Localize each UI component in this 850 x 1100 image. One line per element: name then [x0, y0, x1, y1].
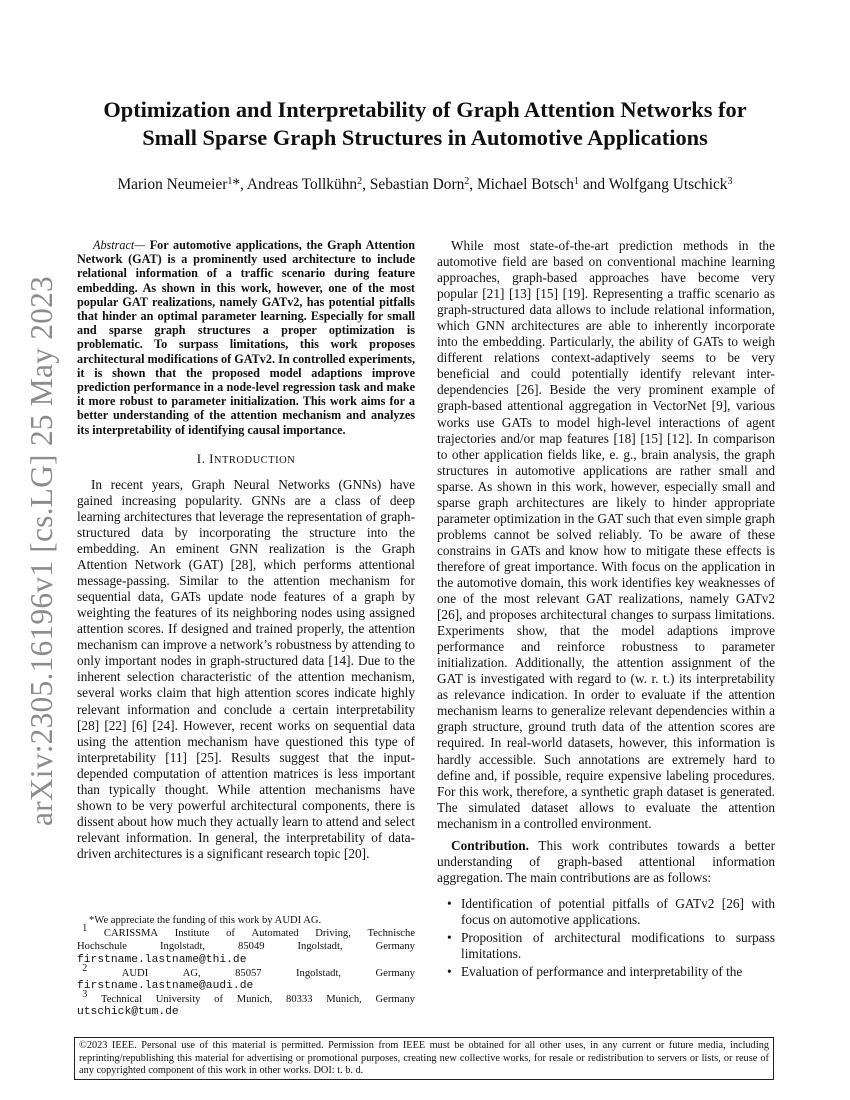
author-affiliation: 1 [574, 176, 579, 187]
footnote-word: 85057 [235, 967, 262, 979]
list-item [437, 930, 775, 962]
footnote-3-email: utschick@tum.de [77, 1006, 179, 1019]
abstract-dash: — [134, 238, 150, 252]
footnote-2 [77, 962, 415, 980]
paper-title-line-2: Small Sparse Graph Structures in Automotive Applications [142, 125, 708, 150]
author-affiliation: 1 [227, 176, 233, 187]
paper-title-line-1: Optimization and Interpretability of Graph Attention Networks for [103, 97, 747, 122]
right-column [437, 238, 775, 982]
author-separator: *, [232, 176, 247, 193]
author-separator: , [469, 176, 477, 193]
footnotes [77, 914, 415, 1020]
author-list [80, 175, 770, 195]
author-name: Andreas Tollkühn [246, 176, 358, 193]
author-name: Wolfgang Utschick [608, 176, 728, 193]
author-affiliation: 3 [727, 176, 733, 187]
author-separator: and [579, 176, 609, 193]
footnote-word: 85049 [238, 941, 265, 953]
abstract-text: For automotive applications, the Graph Attention Network (GAT) is a prominently used architecture to include relational information of a traffic scenario during feature embedding. As shown in this work, however, one of the most popular GAT realizations, namely GATv2, has potential pitfalls that hinder an optimal parameter learning. Especially for small and sparse graph structures a proper optimization is problematic. To surpass limitations, this work proposes architectural modifications of GATv2. In controlled experiments, it is shown that the proposed model adaptions improve prediction performance in a node-level regression task and make it more robust to parameter initialization. This work aims for a better understanding of the attention mechanism and analyzes its interpretability of identifying causal importance. [77, 238, 416, 437]
footnote-word: Munich, [326, 994, 362, 1006]
abstract-label: Abstract [93, 238, 135, 252]
footnote-word: Germany [375, 967, 415, 979]
author-separator: , [362, 176, 370, 193]
footnote-word: CARISSMA [103, 928, 159, 940]
footnote-word: Germany [375, 941, 415, 953]
footnote-marker: 1 [82, 923, 88, 935]
section-title-initial: I [209, 450, 214, 466]
footnote-word: Ingolstadt, [297, 941, 343, 953]
contribution-paragraph [437, 838, 775, 886]
list-item [437, 964, 775, 980]
footnote-word: University [155, 994, 201, 1006]
footnote-word: Automated [251, 928, 299, 940]
footnote-word: Munich, [236, 994, 273, 1006]
contribution-list [437, 896, 775, 980]
abstract [77, 238, 415, 437]
author-affiliation: 2 [357, 176, 363, 187]
bullet-icon: • [447, 929, 452, 945]
author-name: Sebastian Dorn [369, 176, 465, 193]
footnote-1-line-2 [77, 940, 415, 953]
footnote-word: Ingolstadt, [160, 941, 206, 953]
bullet-icon: • [447, 964, 452, 980]
arxiv-identifier [14, 275, 70, 827]
bullet-icon: • [447, 895, 452, 911]
footnote-marker: 3 [82, 989, 88, 1001]
footnote-word: of [214, 994, 223, 1006]
list-item [437, 896, 775, 928]
footnote-word: AUDI [121, 967, 149, 979]
introduction-paragraph-continued: While most state-of-the-art prediction methods in the automotive field are based on conventional machine learning approaches, graph-based approaches have become very popular [21] [13] [15] [19]. Representing a traffic scenario as graph-structured data allows to include relational information, which GNN architectures are able to inherently incorporate into the embedding. Particularly, the ability of GATs to weigh different relations context-adaptively seems to be very beneficial and could potentially identify relevant inter-dependencies [26]. Beside the very prominent example of graph-based attentional aggregation in VectorNet [9], various works use GATs to model high-level interactions of agent trajectories and/or map features [18] [15] [12]. In comparison to other application fields like, e. g., brain analysis, the graph structures in automotive applications are rather small and sparse. As shown in this work, however, especially small and sparse graph architectures are likely to hinder appropriate parameter optimization in the GAT such that even simple graph problems cannot be solved reliably. To be aware of these constrains in GATs and know how to mitigate these effects is therefore of great importance. With focus on the application in the automotive domain, this work identifies key weaknesses of one of the most relevant GAT realizations, namely GATv2 [26], and proposes architectural changes to surpass limitations. Experiments show, that the model adaptions improve performance and reinforce robustness to parameter initialization. Additionally, the attention assignment of the GAT is investigated with regard to (w. r. t.) its interpretability as relevance indication. In order to evaluate if the attention mechanism learns to generalize relevant dependencies within a graph structure, ground truth data of the attention scores are required. In real-world datasets, however, this information is hardly accessible. Such annotations are extremely hard to define and, if possible, require expensive labeling procedures. For this work, therefore, a synthetic graph dataset is generated. The simulated dataset allows to evaluate the attention mechanism in a controlled environment. [437, 238, 775, 831]
contribution-label: Contribution. [451, 837, 529, 853]
footnote-2-email: firstname.lastname@audi.de [77, 980, 254, 993]
introduction-paragraph: In recent years, Graph Neural Networks (GNNs) have gained increasing popularity. GNNs are a class of deep learning architectures that leverage the representation of graph-structured data by incorporating the structure into the embedding. An eminent GNN realization is the Graph Attention Network (GAT) [28], which performs attentional message-passing. Similar to the attention mechanism for sequential data, GATs update node features of a graph by weighting the features of its neighboring nodes using assigned attention scores. If designed and trained properly, the attention mechanism can improve a network’s robustness by attending to only important nodes in graph-structured data [14]. Due to the inherent selection characteristic of the attention mechanism, several works claim that high attention scores indicate highly relevant information and conclude a certain interpretability [28] [22] [6] [24]. However, recent works on sequential data using the attention mechanism have questioned this type of interpretability [11] [25]. Results suggest that the input-depended computation of attention matrices is less important than typically thought. While attention mechanisms have shown to be very powerful architectural components, there is dissent about how much they actually learn to attend and select relevant information. In general, the interpretability of data-driven architectures is a significant research topic [20]. [77, 476, 415, 861]
arxiv-identifier-text: arXiv:2305.16196v1 [cs.LG] 25 May 2023 [24, 275, 59, 827]
footnote-word: Germany [375, 994, 415, 1006]
footnote-1-email: firstname.lastname@thi.de [77, 953, 247, 966]
author-name: Michael Botsch [476, 176, 574, 193]
footnote-word: Ingolstadt, [296, 967, 342, 979]
section-title-rest: NTRODUCTION [213, 454, 296, 466]
footnote-word: AG, [182, 967, 201, 979]
footnote-3 [77, 989, 415, 1006]
paper-title [80, 96, 770, 152]
footnote-1 [77, 923, 415, 940]
copyright-notice: ©2023 IEEE. Personal use of this material is permitted. Permission from IEEE must be obtained for all other uses, in any current or future media, including reprinting/republishing this material for advertising or promotional purposes, creating new collective works, for resale or redistribution to servers or lists, or reuse of any copyrighted component of this work in other works. DOI: t. b. d. [74, 1037, 774, 1080]
list-item-text: Identification of potential pitfalls of GATv2 [26] with focus on automotive applications. [461, 895, 775, 927]
section-number: I. [196, 450, 210, 466]
list-item-text: Evaluation of performance and interpretability of the [461, 964, 743, 980]
footnote-word: Institute [174, 928, 210, 940]
contribution-text: This work contributes towards a better understanding of graph-based attentional information aggregation. The main contributions are as follows: [437, 837, 775, 885]
footnote-marker: 2 [82, 962, 88, 974]
funding-footnote: *We appreciate the funding of this work by AUDI AG. [89, 915, 322, 926]
left-column [77, 238, 415, 862]
author-name: Marion Neumeier [117, 176, 228, 193]
footnote-word: Technical [101, 994, 143, 1006]
footnote-word: 80333 [286, 994, 313, 1006]
list-item-text: Proposition of architectural modifications to surpass limitations. [461, 929, 775, 962]
author-affiliation: 2 [464, 176, 470, 187]
footnote-word: Technische [367, 928, 415, 940]
footnote-word: of [226, 928, 235, 940]
section-heading-introduction [77, 451, 415, 467]
footnote-word: Driving, [315, 928, 351, 940]
footnote-word: Hochschule [77, 941, 128, 953]
